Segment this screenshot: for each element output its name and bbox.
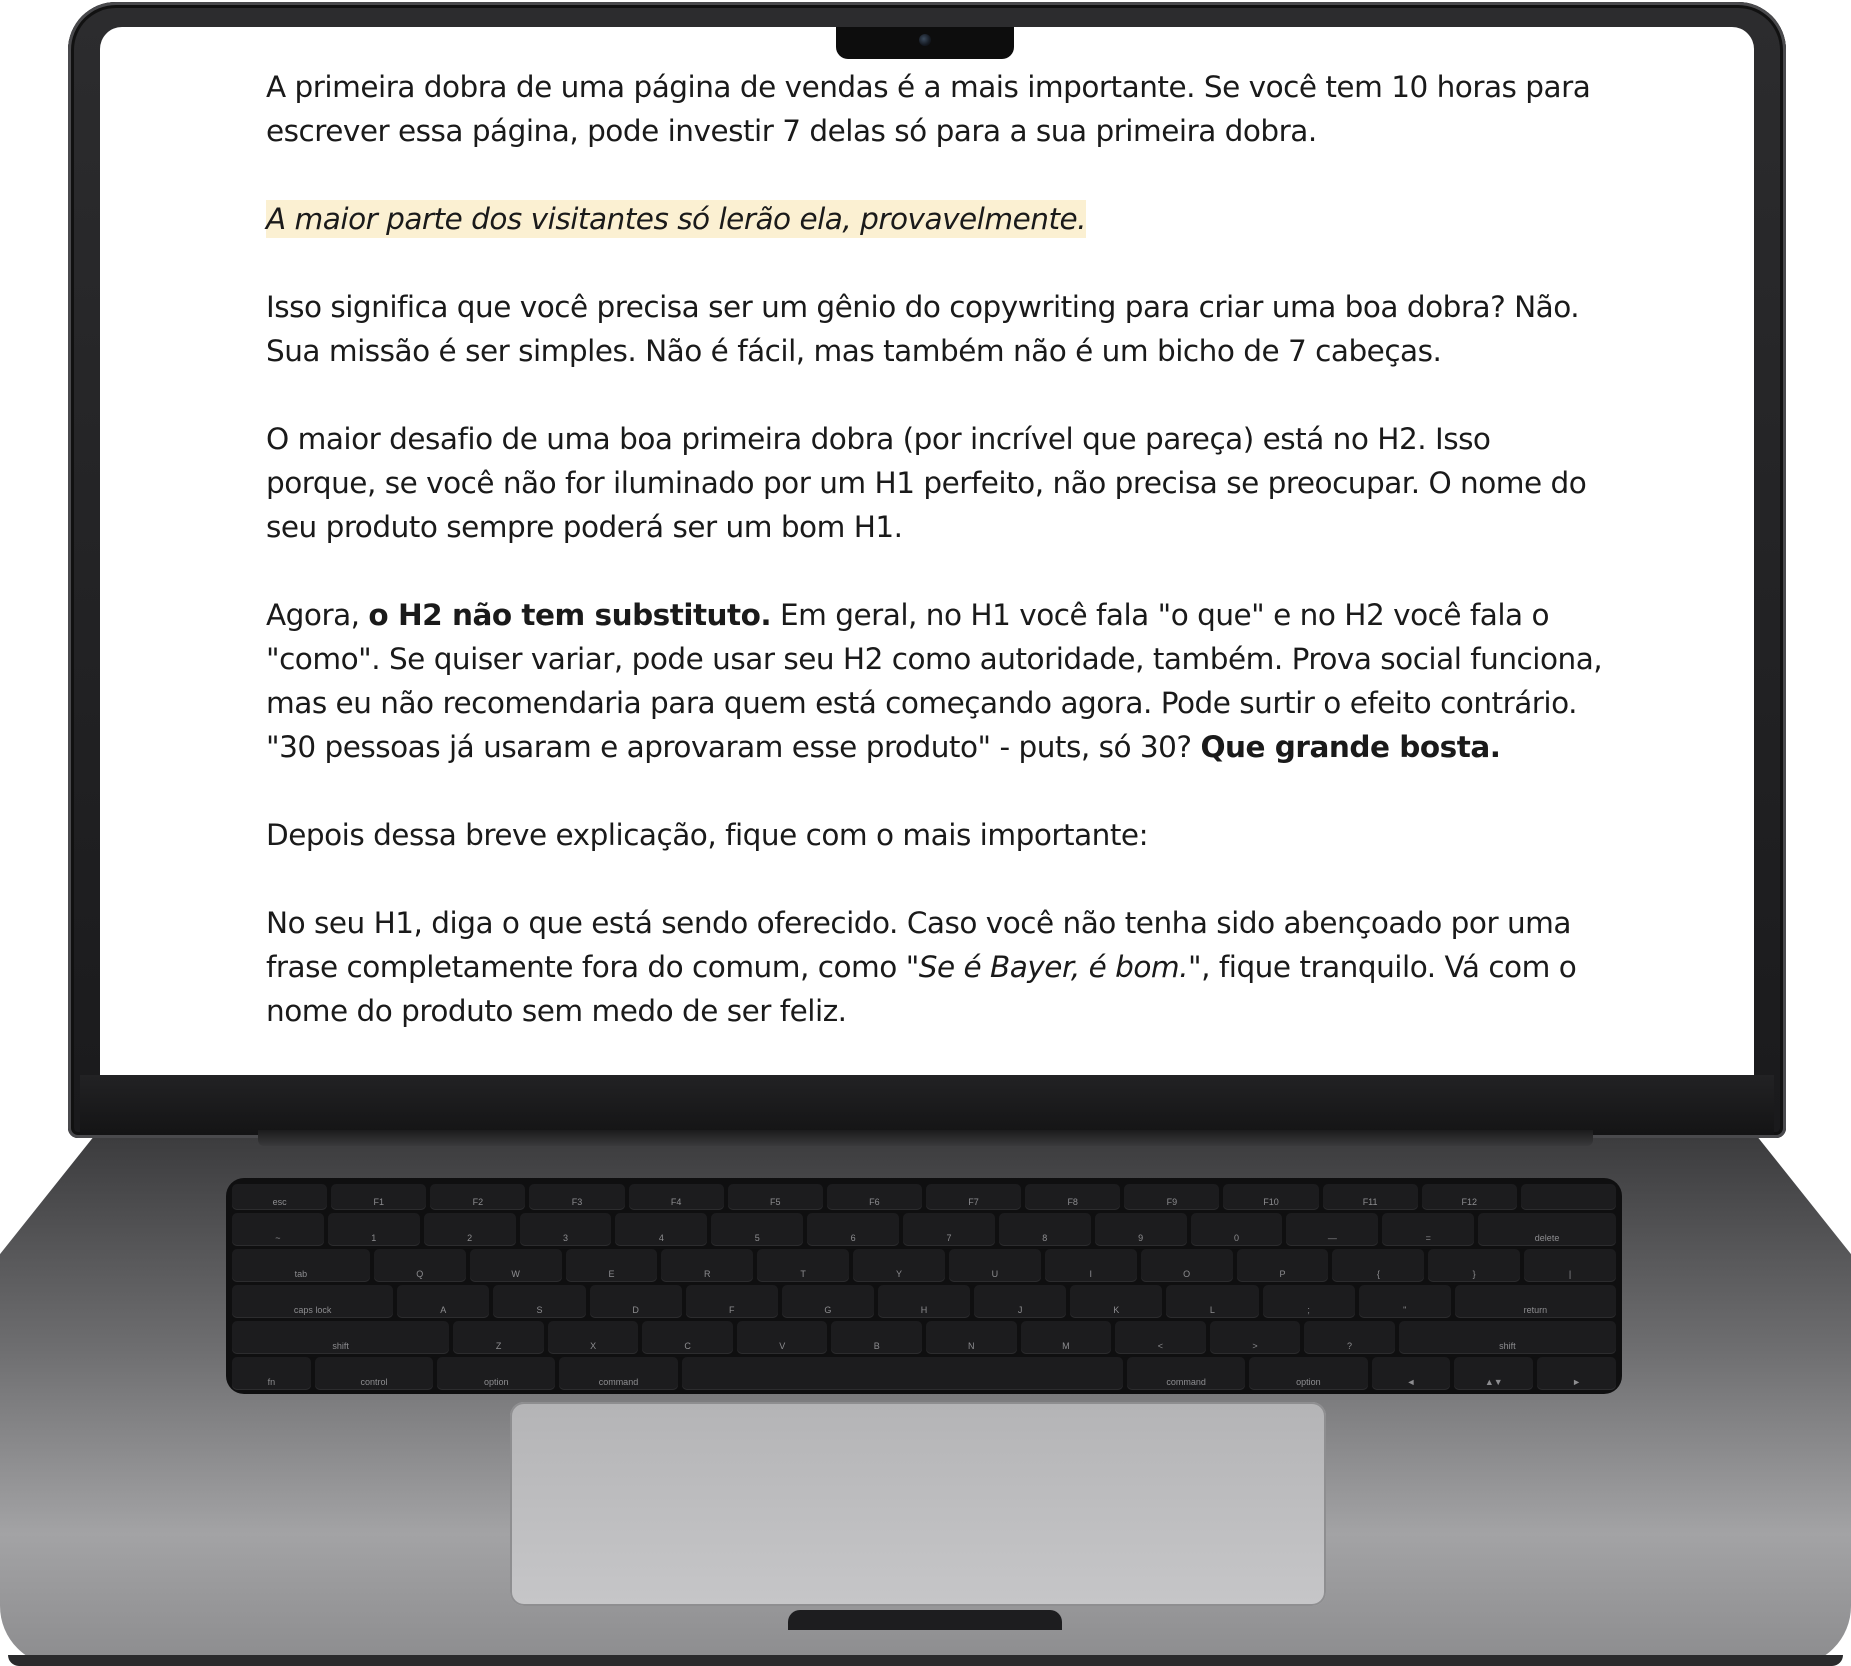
key-f7-0-7: F7 xyxy=(926,1184,1021,1210)
key-q-2-1: Q xyxy=(374,1249,466,1282)
key-f9-0-9: F9 xyxy=(1124,1184,1219,1210)
key-tab-2-0: tab xyxy=(232,1249,370,1282)
key-command-5-3: command xyxy=(559,1357,677,1390)
key-caps-lock-3-0: caps lock xyxy=(232,1285,393,1318)
key-j-3-7: J xyxy=(974,1285,1066,1318)
key---5-9: ► xyxy=(1537,1357,1616,1390)
key-r-2-4: R xyxy=(661,1249,753,1282)
key-6-1-6: 6 xyxy=(807,1213,899,1246)
key---1-12: = xyxy=(1382,1213,1474,1246)
key-s-3-2: S xyxy=(493,1285,585,1318)
keyboard xyxy=(226,1178,1622,1394)
key-9-1-9: 9 xyxy=(1095,1213,1187,1246)
laptop-base-edge xyxy=(8,1655,1843,1666)
key-t-2-5: T xyxy=(757,1249,849,1282)
key-v-4-4: V xyxy=(737,1321,828,1354)
key-g-3-5: G xyxy=(782,1285,874,1318)
key-4-1-4: 4 xyxy=(615,1213,707,1246)
paragraph-6: Depois dessa breve explicação, fique com o mais importante: xyxy=(266,818,1149,852)
key-f11-0-11: F11 xyxy=(1323,1184,1418,1210)
key-z-4-1: Z xyxy=(453,1321,544,1354)
key---4-8: < xyxy=(1115,1321,1206,1354)
keyboard-row-2 xyxy=(232,1249,1616,1282)
key-control-5-1: control xyxy=(315,1357,433,1390)
key-f-3-4: F xyxy=(686,1285,778,1318)
key-option-5-6: option xyxy=(1249,1357,1367,1390)
key-option-5-2: option xyxy=(437,1357,555,1390)
key-a-3-1: A xyxy=(397,1285,489,1318)
article-body xyxy=(266,65,1606,1075)
key---2-12: } xyxy=(1428,1249,1520,1282)
paragraph-5-bold-a: o H2 não tem substituto. xyxy=(368,598,772,632)
laptop-screen xyxy=(100,27,1754,1075)
key-o-2-9: O xyxy=(1141,1249,1233,1282)
key-shift-4-11: shift xyxy=(1399,1321,1616,1354)
key-shift-4-0: shift xyxy=(232,1321,449,1354)
paragraph-3: Isso significa que você precisa ser um gênio do copywriting para criar uma boa dobra? Não. Sua missão é ser simples. Não é fácil, mas também não é um bicho de 7 cabeças. xyxy=(266,290,1580,368)
key---4-10: ? xyxy=(1304,1321,1395,1354)
highlighted-quote: A maior parte dos visitantes só lerão ela, provavelmente. xyxy=(266,202,1087,236)
paragraph-5 xyxy=(266,593,1606,769)
paragraph-5-text-b: Em geral, no H1 você fala "o que" e no H2 você fala o "como". Se quiser variar, pode usar seu H2 como autoridade, também. Prova social funciona, mas eu não recomendaria para quem está começando agora. Pode surtir o efeito contrário. "30 pessoas já usaram e aprovaram esse produto" - puts, só 30? xyxy=(266,598,1603,764)
screen-bezel-bottom xyxy=(80,1075,1774,1135)
key-f10-0-10: F10 xyxy=(1223,1184,1318,1210)
key-y-2-6: Y xyxy=(853,1249,945,1282)
keyboard-row-5 xyxy=(232,1357,1616,1390)
key---1-11: — xyxy=(1286,1213,1378,1246)
key-h-3-6: H xyxy=(878,1285,970,1318)
keyboard-row-1 xyxy=(232,1213,1616,1246)
key-return-3-12: return xyxy=(1455,1285,1616,1318)
key-k-3-8: K xyxy=(1070,1285,1162,1318)
key-2-1-2: 2 xyxy=(424,1213,516,1246)
key-command-5-5: command xyxy=(1127,1357,1245,1390)
key-d-3-3: D xyxy=(590,1285,682,1318)
key-8-1-8: 8 xyxy=(999,1213,1091,1246)
key---2-11: { xyxy=(1332,1249,1424,1282)
paragraph-7-text-b: , fique tranquilo. Vá com o nome do produto sem medo de ser feliz. xyxy=(266,950,1577,1028)
key-w-2-2: W xyxy=(470,1249,562,1282)
paragraph-2 xyxy=(266,197,1606,241)
key-f4-0-4: F4 xyxy=(629,1184,724,1210)
key-delete-1-13: delete xyxy=(1478,1213,1616,1246)
key-x-4-2: X xyxy=(548,1321,639,1354)
key-f5-0-5: F5 xyxy=(728,1184,823,1210)
camera-icon xyxy=(919,34,931,46)
key-e-2-3: E xyxy=(566,1249,658,1282)
lid-opening-notch xyxy=(788,1610,1062,1630)
key-n-4-6: N xyxy=(926,1321,1017,1354)
key-u-2-7: U xyxy=(949,1249,1041,1282)
key-5-1-5: 5 xyxy=(711,1213,803,1246)
key-f2-0-2: F2 xyxy=(430,1184,525,1210)
key---2-13: | xyxy=(1524,1249,1616,1282)
key-l-3-9: L xyxy=(1166,1285,1258,1318)
key-m-4-7: M xyxy=(1021,1321,1112,1354)
paragraph-4: O maior desafio de uma boa primeira dobra (por incrível que pareça) está no H2. Isso porque, se você não for iluminado por um H1 perfeito, não precisa se preocupar. O nome do seu produto sempre poderá ser um bom H1. xyxy=(266,422,1587,544)
key-1-1-1: 1 xyxy=(328,1213,420,1246)
key-7-1-7: 7 xyxy=(903,1213,995,1246)
key---3-11: " xyxy=(1359,1285,1451,1318)
key-fn-5-0: fn xyxy=(232,1357,311,1390)
key-blank-0-13 xyxy=(1521,1184,1616,1210)
paragraph-7-italic: "Se é Bayer, é bom." xyxy=(905,950,1202,984)
key-esc-0-0: esc xyxy=(232,1184,327,1210)
paragraph-1: A primeira dobra de uma página de vendas é a mais importante. Se você tem 10 horas para escrever essa página, pode investir 7 delas só para a sua primeira dobra. xyxy=(266,70,1591,148)
key-i-2-8: I xyxy=(1045,1249,1137,1282)
laptop-hinge xyxy=(258,1130,1593,1146)
key-b-4-5: B xyxy=(831,1321,922,1354)
key-f3-0-3: F3 xyxy=(529,1184,624,1210)
keyboard-row-3 xyxy=(232,1285,1616,1318)
key---4-9: > xyxy=(1210,1321,1301,1354)
key-f6-0-6: F6 xyxy=(827,1184,922,1210)
key-f1-0-1: F1 xyxy=(331,1184,426,1210)
key---5-8: ▲▼ xyxy=(1454,1357,1533,1390)
key-f12-0-12: F12 xyxy=(1422,1184,1517,1210)
key-c-4-3: C xyxy=(642,1321,733,1354)
paragraph-7 xyxy=(266,901,1606,1033)
keyboard-function-row xyxy=(232,1184,1616,1210)
key-3-1-3: 3 xyxy=(520,1213,612,1246)
key---5-7: ◄ xyxy=(1372,1357,1451,1390)
key-0-1-10: 0 xyxy=(1191,1213,1283,1246)
paragraph-7-text-a: No seu H1, diga o que está sendo oferecido. Caso você não tenha sido abençoado por uma frase completamente fora do comum, como xyxy=(266,906,1571,984)
key---1-0: ~ xyxy=(232,1213,324,1246)
key-blank-5-4 xyxy=(682,1357,1123,1390)
trackpad xyxy=(510,1402,1326,1606)
paragraph-5-bold-b: Que grande bosta. xyxy=(1200,730,1501,764)
key---3-10: ; xyxy=(1263,1285,1355,1318)
key-p-2-10: P xyxy=(1237,1249,1329,1282)
keyboard-row-4 xyxy=(232,1321,1616,1354)
paragraph-5-text-a: Agora, xyxy=(266,598,369,632)
key-f8-0-8: F8 xyxy=(1025,1184,1120,1210)
